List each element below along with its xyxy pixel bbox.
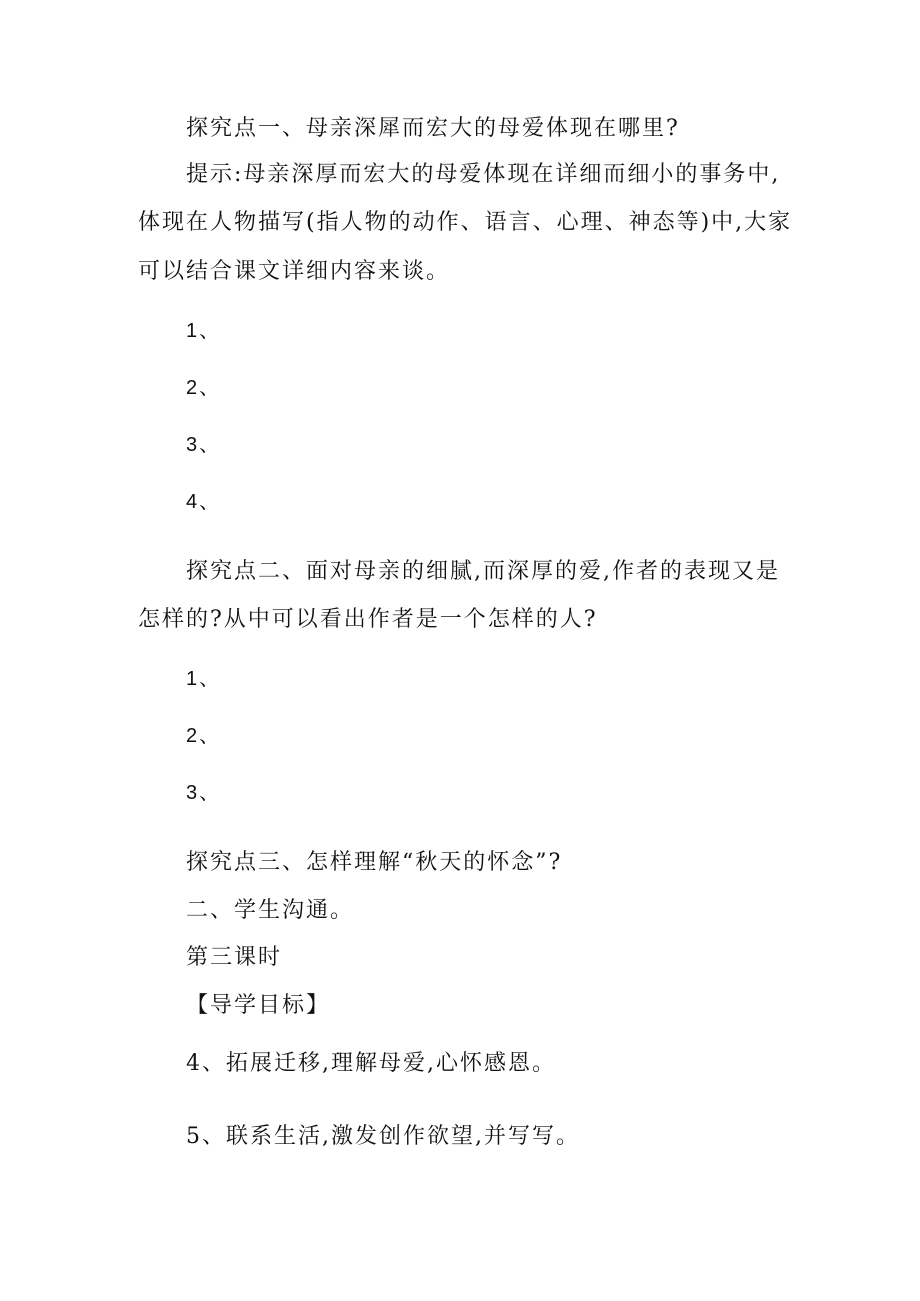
inquiry-point-1-hint-line-1: 提示:母亲深厚而宏大的母爱体现在详细而细小的事务中,	[186, 162, 781, 187]
student-exchange-heading: 二、学生沟通。	[186, 898, 355, 923]
inquiry-point-2-item-2: 2、	[186, 725, 222, 747]
inquiry-point-2-item-3: 3、	[186, 782, 222, 804]
objective-item-4: 4、拓展迁移,理解母爱,心怀感恩。	[186, 1051, 556, 1076]
inquiry-point-2-item-1: 1、	[186, 668, 222, 690]
inquiry-point-2-question-line-2: 怎样的?从中可以看出作者是一个怎样的人?	[138, 607, 598, 632]
inquiry-point-1-item-3: 3、	[186, 434, 222, 456]
objective-item-5: 5、联系生活,激发创作欲望,并写写。	[186, 1124, 580, 1149]
inquiry-point-1-question: 探究点一、母亲深犀而宏大的母爱体现在哪里?	[186, 116, 680, 141]
inquiry-point-1-hint-line-2: 体现在人物描写(指人物的动作、语言、心理、神态等)中,大家	[138, 210, 793, 235]
inquiry-point-1-item-1: 1、	[186, 320, 222, 342]
inquiry-point-1-item-4: 4、	[186, 491, 222, 513]
objectives-heading: 【导学目标】	[186, 993, 331, 1018]
inquiry-point-2-question-line-1: 探究点二、面对母亲的细腻,而深厚的爱,作者的表现又是	[186, 559, 780, 584]
lesson-title: 第三课时	[186, 945, 283, 970]
inquiry-point-3-question: 探究点三、怎样理解“秋天的怀念”?	[186, 850, 563, 875]
inquiry-point-1-item-2: 2、	[186, 377, 222, 399]
inquiry-point-1-hint-line-3: 可以结合课文详细内容来谈。	[138, 259, 451, 284]
